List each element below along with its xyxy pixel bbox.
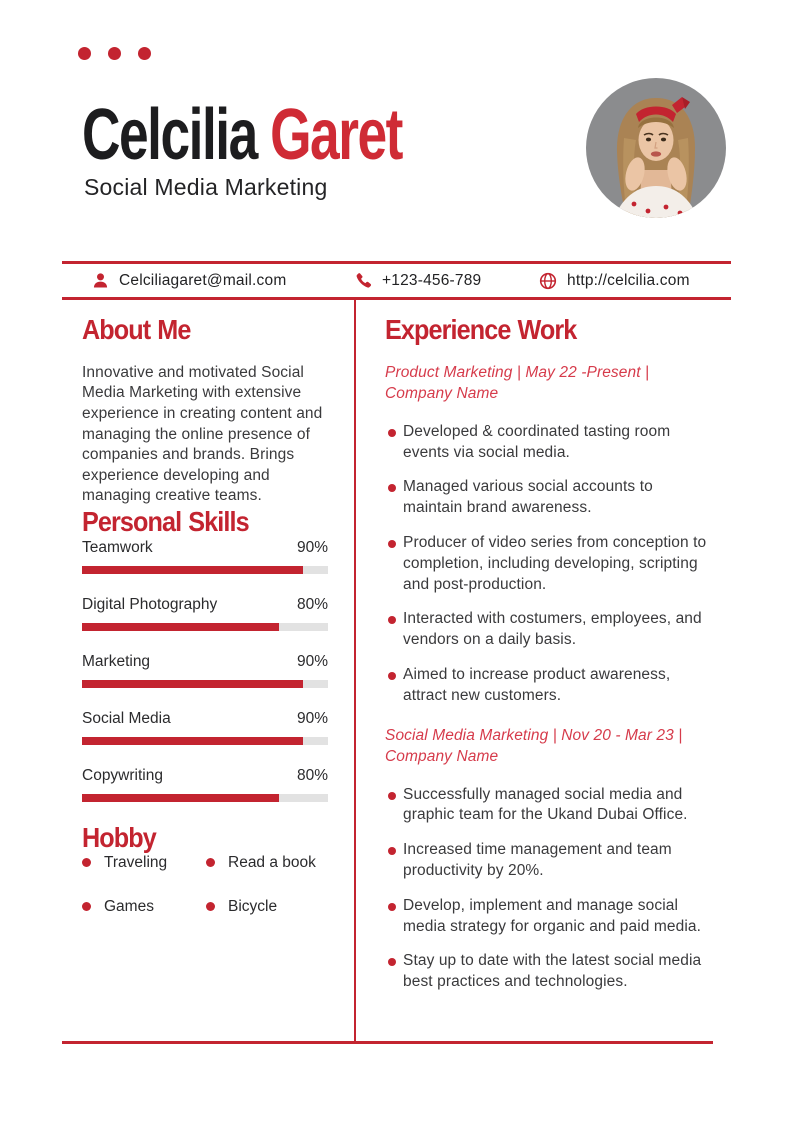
skill-label: Teamwork <box>82 538 153 556</box>
skill-bar-fill <box>82 794 279 802</box>
phone-text: +123-456-789 <box>382 271 482 289</box>
job-title-subtitle: Social Media Marketing <box>84 174 328 200</box>
hobby-label: Games <box>104 897 154 915</box>
decor-dot-icon <box>138 47 151 60</box>
skill-row <box>82 538 328 574</box>
experience-job <box>385 362 715 707</box>
skill-head <box>82 766 328 786</box>
hobby-label: Read a book <box>228 853 316 871</box>
skill-percent: 90% <box>296 709 328 727</box>
skill-row <box>82 766 328 802</box>
website-text: http://celcilia.com <box>567 271 690 289</box>
skill-bar <box>82 623 328 631</box>
skill-bar-fill <box>82 737 303 745</box>
skill-row <box>82 709 328 745</box>
skill-percent: 90% <box>296 538 328 556</box>
right-column <box>385 315 715 1007</box>
skill-bar <box>82 737 328 745</box>
skill-row <box>82 652 328 688</box>
skill-label: Copywriting <box>82 766 163 784</box>
skill-bar <box>82 680 328 688</box>
contact-website <box>539 272 690 290</box>
experience-bullet: Stay up to date with the latest social media best practices and technologies. <box>385 951 715 993</box>
skill-head <box>82 709 328 729</box>
experience-bullet: Developed & coordinated tasting room events via social media. <box>385 422 715 464</box>
contact-email <box>92 272 286 290</box>
skill-bar-fill <box>82 680 303 688</box>
last-name: Garet <box>270 95 402 175</box>
globe-icon <box>539 272 557 290</box>
skill-bar-fill <box>82 623 279 631</box>
hobby-item <box>82 898 206 916</box>
skill-label: Digital Photography <box>82 595 218 613</box>
hobby-label: Bicycle <box>228 897 278 915</box>
skills-list <box>82 538 328 802</box>
job-bullet-list <box>385 785 715 993</box>
hobby-item <box>206 854 328 872</box>
experience-bullet: Producer of video series from conception to completion, including developing, scripting and post-production. <box>385 533 715 595</box>
bottom-rule <box>62 1041 713 1044</box>
left-column <box>82 315 328 916</box>
skill-bar <box>82 566 328 574</box>
column-divider <box>354 300 356 1041</box>
skill-bar-fill <box>82 566 303 574</box>
profile-photo <box>586 78 726 218</box>
skill-head <box>82 652 328 672</box>
skill-head <box>82 595 328 615</box>
experience-bullet: Managed various social accounts to maintain brand awareness. <box>385 477 715 519</box>
hobby-bullet-icon <box>82 902 91 911</box>
skill-percent: 80% <box>296 595 328 613</box>
hobby-bullet-icon <box>206 902 215 911</box>
hobby-label: Traveling <box>104 853 168 871</box>
experience-bullet: Successfully managed social media and graphic team for the Ukand Dubai Office. <box>385 785 715 827</box>
skill-percent: 90% <box>296 652 328 670</box>
job-heading: Product Marketing | May 22 -Present | Company Name <box>385 363 650 402</box>
experience-title: Experience Work <box>385 314 577 345</box>
decor-dot-icon <box>108 47 121 60</box>
contact-bar <box>62 261 731 300</box>
phone-icon <box>355 272 372 289</box>
about-title: About Me <box>82 314 191 345</box>
skill-bar <box>82 794 328 802</box>
hobby-bullet-icon <box>206 858 215 867</box>
skill-label: Marketing <box>82 652 151 670</box>
experience-bullet: Interacted with costumers, employees, and vendors on a daily basis. <box>385 609 715 651</box>
hobby-item <box>206 898 328 916</box>
job-heading: Social Media Marketing | Nov 20 - Mar 23 | Company Name <box>385 726 683 765</box>
skills-title: Personal Skills <box>82 505 249 537</box>
hobby-title: Hobby <box>82 821 156 853</box>
experience-jobs <box>385 362 715 993</box>
experience-job <box>385 725 715 993</box>
decor-dots <box>78 47 151 60</box>
person-name <box>82 95 402 175</box>
email-text: Celciliagaret@mail.com <box>119 271 287 289</box>
experience-bullet: Increased time management and team productivity by 20%. <box>385 840 715 882</box>
hobby-list <box>82 854 328 916</box>
job-bullet-list <box>385 422 715 707</box>
skill-row <box>82 595 328 631</box>
decor-dot-icon <box>78 47 91 60</box>
experience-bullet: Develop, implement and manage social media strategy for organic and paid media. <box>385 896 715 938</box>
contact-phone <box>355 272 481 290</box>
profile-photo-illustration <box>586 78 726 218</box>
hobby-item <box>82 854 206 872</box>
skill-percent: 80% <box>296 766 328 784</box>
person-icon <box>92 272 109 289</box>
skill-label: Social Media <box>82 709 171 727</box>
first-name: Celcilia <box>82 95 257 175</box>
experience-bullet: Aimed to increase product awareness, attract new customers. <box>385 665 715 707</box>
about-body: Innovative and motivated Social Media Marketing with extensive experience in creating content and managing the online presence of companies and brands. Brings experience developing and managing creative teams. <box>82 363 323 505</box>
hobby-bullet-icon <box>82 858 91 867</box>
skill-head <box>82 538 328 558</box>
